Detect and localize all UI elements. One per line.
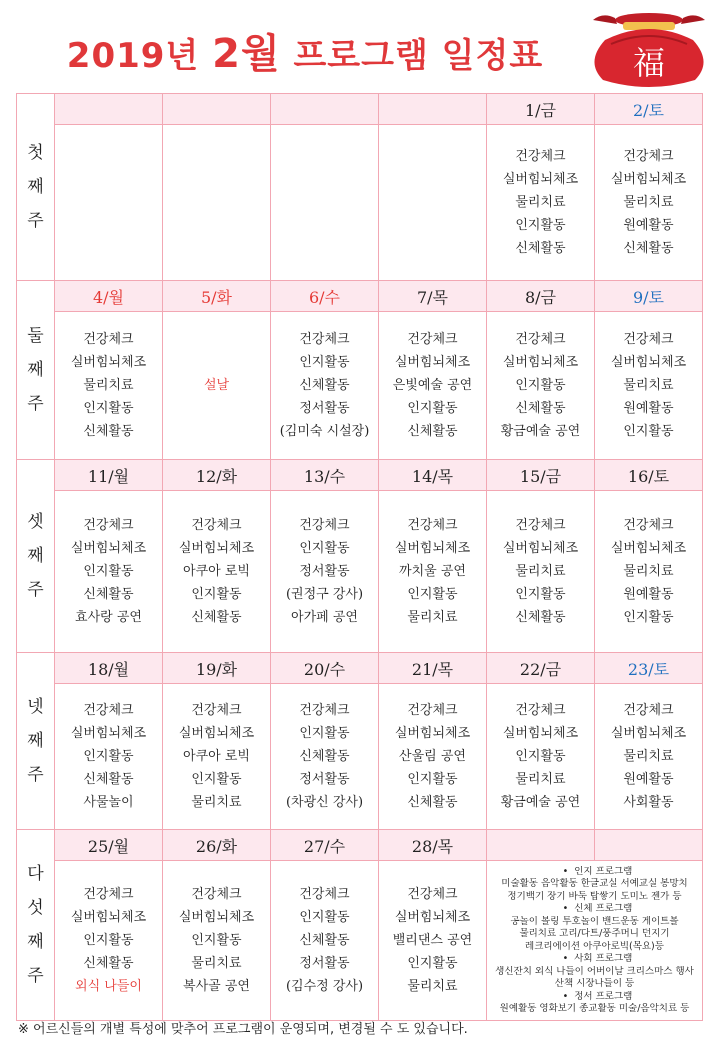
program-item: (차광신 강사) bbox=[285, 795, 364, 810]
week-label: 다 섯 째 주 bbox=[17, 830, 55, 1021]
day-program-cell bbox=[379, 491, 487, 653]
notes-heading: • 신체 프로그램 bbox=[487, 903, 702, 916]
program-item: 물리치료 bbox=[623, 749, 674, 764]
week-label: 넷 째 주 bbox=[17, 653, 55, 830]
day-header-empty bbox=[595, 830, 703, 861]
program-item: 건강체크 bbox=[299, 518, 350, 533]
program-item: 인지활동 bbox=[515, 587, 566, 602]
day-header: 21/목 bbox=[379, 653, 487, 684]
day-header-empty bbox=[487, 830, 595, 861]
program-item: 건강체크 bbox=[83, 887, 134, 902]
day-header: 5/화 bbox=[163, 281, 271, 312]
program-item: 신체활동 bbox=[407, 424, 458, 439]
program-item: 정서활동 bbox=[299, 564, 350, 579]
lucky-bag-icon bbox=[575, 10, 715, 88]
program-item: 원예활동 bbox=[623, 587, 674, 602]
day-program-cell bbox=[379, 125, 487, 281]
program-item: 정서활동 bbox=[299, 772, 350, 787]
day-header: 2/토 bbox=[595, 94, 703, 125]
program-item: 밸리댄스 공연 bbox=[392, 933, 473, 948]
program-item: 실버힘뇌체조 bbox=[610, 541, 687, 556]
program-item: 인지활동 bbox=[83, 401, 134, 416]
program-item: 인지활동 bbox=[515, 749, 566, 764]
day-program-cell bbox=[487, 684, 595, 830]
program-item: 물리치료 bbox=[515, 564, 566, 579]
day-program-cell bbox=[271, 861, 379, 1021]
footnote: ※ 어르신들의 개별 특성에 맞추어 프로그램이 운영되며, 변경될 수 도 있습니다. bbox=[18, 1022, 468, 1037]
program-item: 인지활동 bbox=[191, 772, 242, 787]
program-item: 물리치료 bbox=[191, 956, 242, 971]
day-program-cell bbox=[163, 312, 271, 460]
program-item: 인지활동 bbox=[407, 401, 458, 416]
notes-line: 물리치료 고리/다트/풍주머니 던지기 bbox=[519, 928, 670, 939]
program-item: 실버힘뇌체조 bbox=[178, 541, 255, 556]
program-item: 인지활동 bbox=[191, 933, 242, 948]
day-program-cell bbox=[163, 861, 271, 1021]
program-item: 원예활동 bbox=[623, 218, 674, 233]
program-item: 실버힘뇌체조 bbox=[178, 910, 255, 925]
program-item: 물리치료 bbox=[191, 795, 242, 810]
day-header: 22/금 bbox=[487, 653, 595, 684]
day-program-cell bbox=[487, 491, 595, 653]
notes-heading: • 정서 프로그램 bbox=[487, 991, 702, 1004]
day-program-cell bbox=[379, 684, 487, 830]
program-item: 인지활동 bbox=[299, 355, 350, 370]
notes-line: 레크리에이션 아쿠아로빅(목요)등 bbox=[525, 940, 664, 952]
day-header bbox=[55, 94, 163, 125]
program-item: 신체활동 bbox=[515, 401, 566, 416]
notes-line: 원예활동 영화보기 종교활동 미술/음악치료 등 bbox=[499, 1003, 690, 1014]
program-item: 아가페 공연 bbox=[291, 610, 358, 625]
program-item: 정서활동 bbox=[299, 956, 350, 971]
program-item: 실버힘뇌체조 bbox=[394, 726, 471, 741]
program-item: 물리치료 bbox=[623, 378, 674, 393]
schedule-table bbox=[16, 93, 703, 1021]
program-item: 실버힘뇌체조 bbox=[178, 726, 255, 741]
day-program-cell bbox=[271, 125, 379, 281]
day-header: 19/화 bbox=[163, 653, 271, 684]
program-item: 아쿠아 로빅 bbox=[183, 749, 250, 764]
program-item: 물리치료 bbox=[83, 378, 134, 393]
program-item: 건강체크 bbox=[623, 703, 674, 718]
notes-heading: • 사회 프로그램 bbox=[487, 953, 702, 966]
day-header bbox=[163, 94, 271, 125]
program-item: 인지활동 bbox=[299, 910, 350, 925]
day-program-cell bbox=[163, 684, 271, 830]
program-item: (권정구 강사) bbox=[285, 587, 364, 602]
program-item: 실버힘뇌체조 bbox=[70, 541, 147, 556]
program-item: 실버힘뇌체조 bbox=[610, 726, 687, 741]
program-item: 외식 나들이 bbox=[75, 979, 142, 994]
program-item: 산울림 공연 bbox=[399, 749, 466, 764]
day-program-cell bbox=[595, 125, 703, 281]
program-item: 물리치료 bbox=[515, 195, 566, 210]
notes-line: 미술활동 음악활동 한글교실 서예교실 봉망치 bbox=[501, 878, 688, 889]
program-item: 인지활동 bbox=[83, 749, 134, 764]
day-program-cell bbox=[55, 312, 163, 460]
day-program-cell bbox=[163, 491, 271, 653]
day-program-cell bbox=[487, 312, 595, 460]
program-item: 실버힘뇌체조 bbox=[502, 355, 579, 370]
day-header: 1/금 bbox=[487, 94, 595, 125]
program-item: 인지활동 bbox=[407, 956, 458, 971]
program-item: 건강체크 bbox=[407, 703, 458, 718]
program-item: 신체활동 bbox=[83, 772, 134, 787]
day-program-cell bbox=[595, 491, 703, 653]
day-program-cell bbox=[595, 312, 703, 460]
day-program-cell bbox=[595, 684, 703, 830]
program-item: 인지활동 bbox=[299, 541, 350, 556]
day-program-cell bbox=[271, 312, 379, 460]
day-header: 6/수 bbox=[271, 281, 379, 312]
program-item: 물리치료 bbox=[623, 564, 674, 579]
program-item: 신체활동 bbox=[299, 933, 350, 948]
day-header: 26/화 bbox=[163, 830, 271, 861]
program-item: 건강체크 bbox=[83, 332, 134, 347]
notes-line: 정기백기 장기 바둑 탑쌓기 도미노 젠가 등 bbox=[507, 890, 682, 902]
program-item: 신체활동 bbox=[83, 424, 134, 439]
program-item: 물리치료 bbox=[407, 979, 458, 994]
day-header: 16/토 bbox=[595, 460, 703, 491]
day-header: 28/목 bbox=[379, 830, 487, 861]
program-item: (김미숙 시설장) bbox=[279, 424, 370, 439]
program-item: 인지활동 bbox=[299, 726, 350, 741]
day-header: 20/수 bbox=[271, 653, 379, 684]
notes-line: 공놀이 볼링 투호놀이 밴드운동 게이트볼 bbox=[510, 915, 679, 927]
program-item: 은빛예술 공연 bbox=[392, 378, 473, 393]
program-item: 신체활동 bbox=[83, 587, 134, 602]
day-program-cell bbox=[163, 125, 271, 281]
day-header: 11/월 bbox=[55, 460, 163, 491]
day-header bbox=[379, 94, 487, 125]
day-program-cell bbox=[55, 491, 163, 653]
program-item: 건강체크 bbox=[191, 518, 242, 533]
day-program-cell bbox=[271, 491, 379, 653]
program-item: 실버힘뇌체조 bbox=[394, 355, 471, 370]
program-item: 인지활동 bbox=[623, 610, 674, 625]
program-item: 신체활동 bbox=[515, 241, 566, 256]
week-label: 셋 째 주 bbox=[17, 460, 55, 653]
program-item: 물리치료 bbox=[407, 610, 458, 625]
program-item: 실버힘뇌체조 bbox=[70, 355, 147, 370]
program-item: 복사골 공연 bbox=[183, 979, 250, 994]
program-item: 신체활동 bbox=[515, 610, 566, 625]
program-item: 건강체크 bbox=[191, 703, 242, 718]
week-label: 첫 째 주 bbox=[17, 94, 55, 281]
day-header: 7/목 bbox=[379, 281, 487, 312]
page-title: 2019년 2월 프로그램 일정표 bbox=[66, 31, 544, 77]
program-item: 건강체크 bbox=[299, 887, 350, 902]
program-item: 건강체크 bbox=[83, 518, 134, 533]
program-item: 인지활동 bbox=[515, 218, 566, 233]
program-item: 설날 bbox=[203, 378, 230, 393]
day-header: 14/목 bbox=[379, 460, 487, 491]
program-item: 인지활동 bbox=[407, 772, 458, 787]
program-item: 실버힘뇌체조 bbox=[502, 172, 579, 187]
program-item: 물리치료 bbox=[515, 772, 566, 787]
program-item: 인지활동 bbox=[83, 933, 134, 948]
day-header: 13/수 bbox=[271, 460, 379, 491]
program-item: (김수정 강사) bbox=[285, 979, 364, 994]
day-header: 27/수 bbox=[271, 830, 379, 861]
program-item: 인지활동 bbox=[191, 587, 242, 602]
program-item: 까치울 공연 bbox=[399, 564, 466, 579]
program-item: 실버힘뇌체조 bbox=[502, 541, 579, 556]
notes-line: 생신잔치 외식 나들이 어버이날 크리스마스 행사 bbox=[495, 965, 694, 977]
day-header: 15/금 bbox=[487, 460, 595, 491]
program-item: 신체활동 bbox=[407, 795, 458, 810]
program-item: 건강체크 bbox=[191, 887, 242, 902]
program-item: 인지활동 bbox=[515, 378, 566, 393]
program-item: 건강체크 bbox=[407, 518, 458, 533]
day-header: 18/월 bbox=[55, 653, 163, 684]
day-program-cell bbox=[55, 125, 163, 281]
program-item: 신체활동 bbox=[191, 610, 242, 625]
program-item: 건강체크 bbox=[623, 518, 674, 533]
day-header: 8/금 bbox=[487, 281, 595, 312]
program-item: 건강체크 bbox=[515, 149, 566, 164]
day-program-cell bbox=[487, 125, 595, 281]
program-item: 건강체크 bbox=[299, 332, 350, 347]
program-item: 효사랑 공연 bbox=[75, 610, 142, 625]
program-item: 건강체크 bbox=[407, 887, 458, 902]
program-item: 사회활동 bbox=[623, 795, 674, 810]
program-item: 실버힘뇌체조 bbox=[610, 355, 687, 370]
day-program-cell bbox=[379, 312, 487, 460]
program-item: 신체활동 bbox=[299, 378, 350, 393]
program-item: 물리치료 bbox=[623, 195, 674, 210]
program-item: 건강체크 bbox=[299, 703, 350, 718]
program-item: 실버힘뇌체조 bbox=[394, 910, 471, 925]
program-item: 인지활동 bbox=[407, 587, 458, 602]
day-header bbox=[271, 94, 379, 125]
day-program-cell bbox=[55, 861, 163, 1021]
program-item: 건강체크 bbox=[623, 149, 674, 164]
program-item: 건강체크 bbox=[407, 332, 458, 347]
program-item: 신체활동 bbox=[83, 956, 134, 971]
program-item: 사물놀이 bbox=[83, 795, 134, 810]
program-item: 건강체크 bbox=[515, 703, 566, 718]
program-item: 건강체크 bbox=[623, 332, 674, 347]
program-item: 실버힘뇌체조 bbox=[70, 910, 147, 925]
program-item: 실버힘뇌체조 bbox=[394, 541, 471, 556]
day-program-cell bbox=[55, 684, 163, 830]
program-item: 황금예술 공연 bbox=[500, 795, 581, 810]
program-item: 신체활동 bbox=[623, 241, 674, 256]
program-item: 인지활동 bbox=[83, 564, 134, 579]
day-header: 12/화 bbox=[163, 460, 271, 491]
program-item: 원예활동 bbox=[623, 401, 674, 416]
program-item: 인지활동 bbox=[623, 424, 674, 439]
day-program-cell bbox=[271, 684, 379, 830]
day-header: 4/월 bbox=[55, 281, 163, 312]
day-program-cell bbox=[379, 861, 487, 1021]
program-item: 원예활동 bbox=[623, 772, 674, 787]
week-label: 둘 째 주 bbox=[17, 281, 55, 460]
program-notes bbox=[487, 861, 703, 1021]
program-item: 건강체크 bbox=[83, 703, 134, 718]
program-item: 황금예술 공연 bbox=[500, 424, 581, 439]
notes-line: 산책 시장나들이 등 bbox=[554, 978, 635, 989]
day-header: 25/월 bbox=[55, 830, 163, 861]
day-header: 23/토 bbox=[595, 653, 703, 684]
program-item: 실버힘뇌체조 bbox=[502, 726, 579, 741]
program-item: 정서활동 bbox=[299, 401, 350, 416]
bag-symbol: 福 bbox=[632, 44, 666, 82]
program-item: 실버힘뇌체조 bbox=[70, 726, 147, 741]
program-item: 건강체크 bbox=[515, 518, 566, 533]
notes-heading: • 인지 프로그램 bbox=[487, 866, 702, 879]
day-header: 9/토 bbox=[595, 281, 703, 312]
program-item: 실버힘뇌체조 bbox=[610, 172, 687, 187]
program-item: 아쿠아 로빅 bbox=[183, 564, 250, 579]
program-item: 신체활동 bbox=[299, 749, 350, 764]
program-item: 건강체크 bbox=[515, 332, 566, 347]
